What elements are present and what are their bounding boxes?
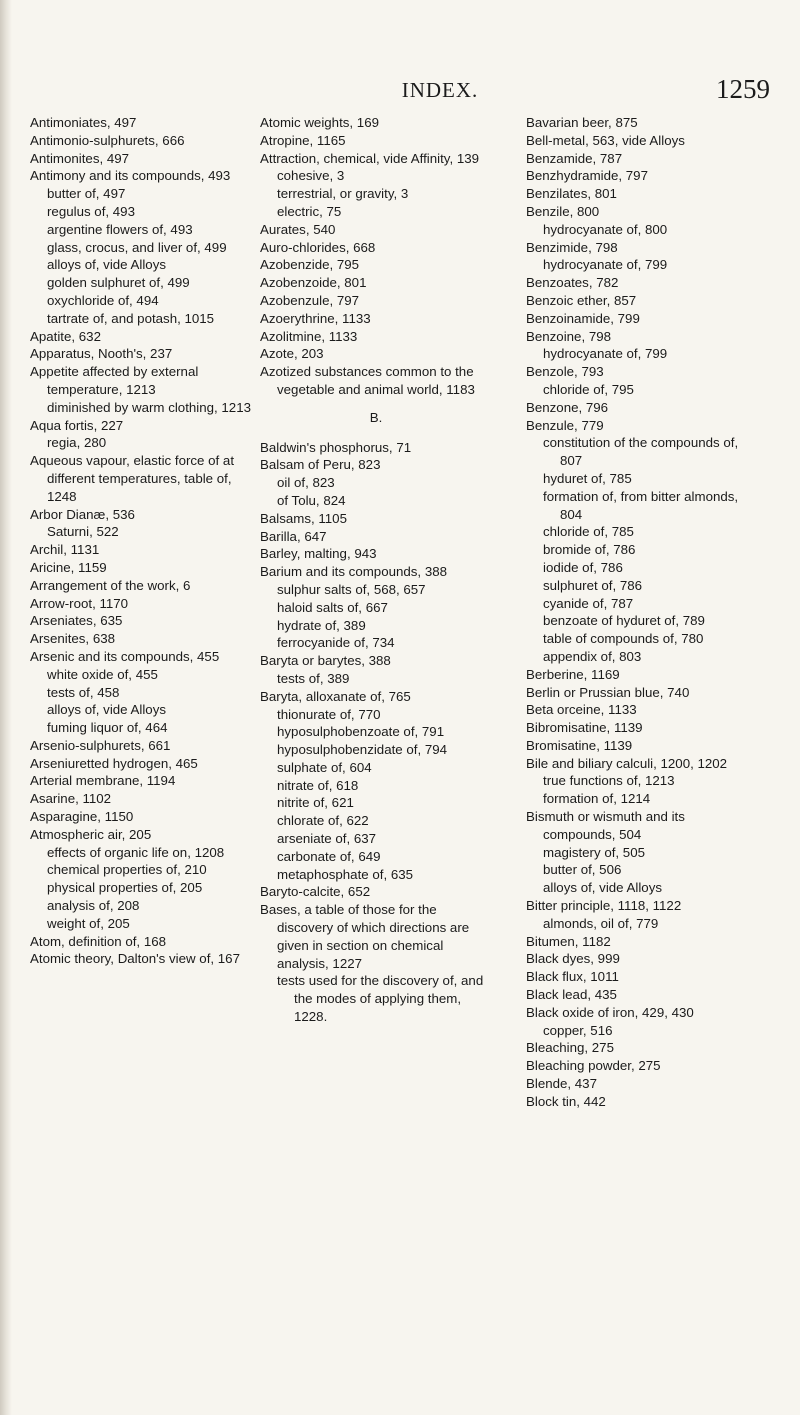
index-entry: Arsenio-sulphurets, 661: [30, 737, 171, 753]
index-entry: Atomic weights, 169: [260, 115, 379, 130]
index-entry: Attraction, chemical, vide Affinity, 139: [260, 150, 480, 166]
index-entry: Benzamide, 787: [526, 150, 623, 166]
index-entry: Berlin or Prussian blue, 740: [526, 684, 690, 700]
index-entry: Benzhydramide, 797: [526, 168, 648, 184]
index-entry: haloid salts of, 667: [277, 599, 388, 615]
index-entry: Balsam of Peru, 823: [260, 457, 381, 473]
index-entry: Berberine, 1169: [526, 666, 620, 682]
index-entry: almonds, oil of, 779: [543, 915, 659, 931]
index-entry: Antimonio-sulphurets, 666: [30, 132, 185, 148]
index-entry: Bitter principle, 1118, 1122: [526, 898, 682, 914]
index-entry: Atmospheric air, 205: [30, 826, 152, 842]
book-spine-shadow: [0, 0, 12, 1415]
index-entry: Benzilates, 801: [526, 186, 617, 202]
index-entry: Azobenzoide, 801: [260, 275, 367, 291]
index-entry: of Tolu, 824: [277, 492, 346, 508]
index-entry: hydrate of, 389: [277, 617, 366, 633]
index-entry: Archil, 1131: [30, 542, 100, 558]
index-entry: terrestrial, or gravity, 3: [277, 186, 409, 202]
index-entry: analysis of, 208: [47, 898, 140, 914]
index-entry: cohesive, 3: [277, 168, 345, 184]
index-entry: Benzole, 793: [526, 364, 604, 380]
index-entry: Black lead, 435: [526, 987, 617, 1003]
index-entry: nitrite of, 621: [277, 795, 354, 811]
index-entry: regia, 280: [47, 435, 107, 451]
index-entry: appendix of, 803: [543, 648, 642, 664]
index-entry: diminished by warm clothing, 1213: [47, 399, 251, 415]
index-entry: Apatite, 632: [30, 328, 101, 344]
index-entry: hydrocyanate of, 799: [543, 257, 668, 273]
index-entry: Black dyes, 999: [526, 951, 620, 967]
index-entry: Bleaching, 275: [526, 1040, 614, 1056]
page-header: [110, 74, 770, 108]
index-entry: fuming liquor of, 464: [47, 720, 168, 736]
index-entry: tests of, 389: [277, 670, 350, 686]
index-entry: cyanide of, 787: [543, 595, 634, 611]
index-entry: hyduret of, 785: [543, 470, 632, 486]
index-entry: Bibromisatine, 1139: [526, 720, 643, 736]
index-entry: tests used for the discovery of, and the modes of applying them, 1228.: [277, 973, 484, 1025]
index-entry: tartrate of, and potash, 1015: [47, 310, 215, 326]
index-entry: Asarine, 1102: [30, 791, 112, 807]
index-entry: Asparagine, 1150: [30, 809, 134, 825]
index-entry: Azobenzide, 795: [260, 257, 360, 273]
index-entry: thionurate of, 770: [277, 706, 381, 722]
index-entry: tests of, 458: [47, 684, 120, 700]
index-entry: Atomic theory, Dalton's view of, 167: [30, 951, 240, 967]
index-entry: Balsams, 1105: [260, 510, 347, 526]
index-column-1: [30, 114, 260, 968]
index-entry: butter of, 506: [543, 862, 622, 878]
index-entry: Apparatus, Nooth's, 237: [30, 346, 173, 362]
index-entry: Azobenzule, 797: [260, 292, 360, 308]
index-entry: chemical properties of, 210: [47, 862, 207, 878]
index-entry: Azoerythrine, 1133: [260, 310, 371, 326]
index-entry: Benzoine, 798: [526, 328, 612, 344]
index-entry: sulphuret of, 786: [543, 577, 643, 593]
index-entry: Beta orceine, 1133: [526, 702, 637, 718]
index-entry: bromide of, 786: [543, 542, 636, 558]
index-entry: chlorate of, 622: [277, 813, 369, 829]
index-entry: metaphosphate of, 635: [277, 866, 414, 882]
index-entry: Baryta, alloxanate of, 765: [260, 688, 411, 704]
index-entry: Azolitmine, 1133: [260, 328, 358, 344]
index-entry: Baryto-calcite, 652: [260, 884, 371, 900]
index-entry: Antimony and its compounds, 493: [30, 168, 231, 184]
index-entry: Bile and biliary calculi, 1200, 1202: [526, 755, 728, 771]
index-entry: Arrangement of the work, 6: [30, 577, 191, 593]
index-entry: Benzimide, 798: [526, 239, 618, 255]
index-entry: formation of, from bitter almonds, 804: [543, 488, 739, 522]
index-entry: arseniate of, 637: [277, 831, 377, 847]
index-entry: Bases, a table of those for the discovery of which directions are given in section on chemical analysis, 1227: [260, 902, 470, 971]
index-entry: Block tin, 442: [526, 1093, 606, 1109]
index-entry: benzoate of hyduret of, 789: [543, 613, 705, 629]
index-entry: golden sulphuret of, 499: [47, 275, 190, 291]
index-entry: Aurates, 540: [260, 221, 336, 237]
index-entry: Benzoinamide, 799: [526, 310, 640, 326]
index-entry: Bismuth or wismuth and its compounds, 504: [526, 809, 685, 842]
index-entry: Benzoic ether, 857: [526, 292, 637, 308]
index-entry: Aricine, 1159: [30, 559, 107, 575]
index-entry: true functions of, 1213: [543, 773, 675, 789]
index-entry: Atropine, 1165: [260, 132, 346, 148]
index-entry: magistery of, 505: [543, 844, 645, 860]
index-entry: nitrate of, 618: [277, 777, 359, 793]
index-entry: Atom, definition of, 168: [30, 933, 167, 949]
index-entry: alloys of, vide Alloys: [47, 257, 166, 273]
index-entry: alloys of, vide Alloys: [543, 880, 662, 896]
index-entry: formation of, 1214: [543, 791, 651, 807]
index-entry: Arseniates, 635: [30, 613, 123, 629]
page-title: INDEX.: [401, 78, 479, 102]
index-entry: carbonate of, 649: [277, 848, 381, 864]
index-entry: regulus of, 493: [47, 203, 135, 219]
index-entry: Azote, 203: [260, 346, 324, 362]
index-entry: Arbor Dianæ, 536: [30, 506, 135, 522]
index-entry: constitution of the compounds of, 807: [543, 435, 739, 469]
index-entry: Arterial membrane, 1194: [30, 773, 176, 789]
index-entry: Bavarian beer, 875: [526, 115, 638, 130]
index-entry: Black oxide of iron, 429, 430: [526, 1004, 694, 1020]
index-entry: Benzule, 779: [526, 417, 604, 433]
index-entry: butter of, 497: [47, 186, 126, 202]
index-entry: hyposulphobenzidate of, 794: [277, 742, 448, 758]
index-entry: Benzone, 796: [526, 399, 609, 415]
index-entry: iodide of, 786: [543, 559, 623, 575]
index-entry: physical properties of, 205: [47, 880, 203, 896]
section-letter: B.: [369, 409, 383, 425]
index-entry: effects of organic life on, 1208: [47, 844, 225, 860]
index-entry: Arsenic and its compounds, 455: [30, 648, 220, 664]
index-entry: Aqua fortis, 227: [30, 417, 124, 433]
index-entry: oxychloride of, 494: [47, 292, 159, 308]
index-entry: Aqueous vapour, elastic force of at different temperatures, table of, 1248: [30, 453, 235, 504]
index-entry: Bell-metal, 563, vide Alloys: [526, 132, 685, 148]
index-entry: Arrow-root, 1170: [30, 595, 129, 611]
index-column-3: [526, 114, 756, 1111]
index-entry: Arseniuretted hydrogen, 465: [30, 755, 198, 771]
index-entry: Bitumen, 1182: [526, 933, 611, 949]
index-entry: Auro-chlorides, 668: [260, 239, 376, 255]
index-entry: Azotized substances common to the vegetable and animal world, 1183: [260, 364, 475, 397]
index-entry: Barilla, 647: [260, 528, 327, 544]
index-entry: Benzile, 800: [526, 203, 600, 219]
index-entry: hydrocyanate of, 800: [543, 221, 668, 237]
index-entry: copper, 516: [543, 1022, 613, 1038]
index-entry: Antimoniates, 497: [30, 115, 137, 130]
index-entry: sulphur salts of, 568, 657: [277, 581, 426, 597]
index-entry: hyposulphobenzoate of, 791: [277, 724, 445, 740]
page-number: 1259: [716, 74, 770, 104]
index-entry: electric, 75: [277, 203, 342, 219]
index-entry: Blende, 437: [526, 1076, 597, 1092]
index-entry: Saturni, 522: [47, 524, 119, 540]
index-entry: chloride of, 795: [543, 381, 634, 397]
index-entry: hydrocyanate of, 799: [543, 346, 668, 362]
index-entry: Appetite affected by external temperature, 1213: [30, 364, 199, 397]
index-entry: Bleaching powder, 275: [526, 1058, 661, 1074]
index-entry: Antimonites, 497: [30, 150, 130, 166]
index-entry: weight of, 205: [47, 915, 130, 931]
index-entry: Benzoates, 782: [526, 275, 619, 291]
index-entry: argentine flowers of, 493: [47, 221, 193, 237]
index-entry: alloys of, vide Alloys: [47, 702, 166, 718]
index-entry: glass, crocus, and liver of, 499: [47, 239, 227, 255]
index-entry: Black flux, 1011: [526, 969, 619, 985]
index-entry: ferrocyanide of, 734: [277, 635, 395, 651]
index-entry: sulphate of, 604: [277, 759, 372, 775]
index-entry: table of compounds of, 780: [543, 631, 704, 647]
index-entry: Arsenites, 638: [30, 631, 116, 647]
index-entry: oil of, 823: [277, 475, 335, 491]
index-entry: Bromisatine, 1139: [526, 737, 633, 753]
index-entry: Barley, malting, 943: [260, 546, 377, 562]
index-entry: white oxide of, 455: [47, 666, 158, 682]
index-entry: Baryta or barytes, 388: [260, 653, 391, 669]
index-entry: chloride of, 785: [543, 524, 634, 540]
index-entry: Baldwin's phosphorus, 71: [260, 439, 412, 455]
index-column-2: [260, 114, 492, 1026]
index-entry: Barium and its compounds, 388: [260, 564, 448, 580]
